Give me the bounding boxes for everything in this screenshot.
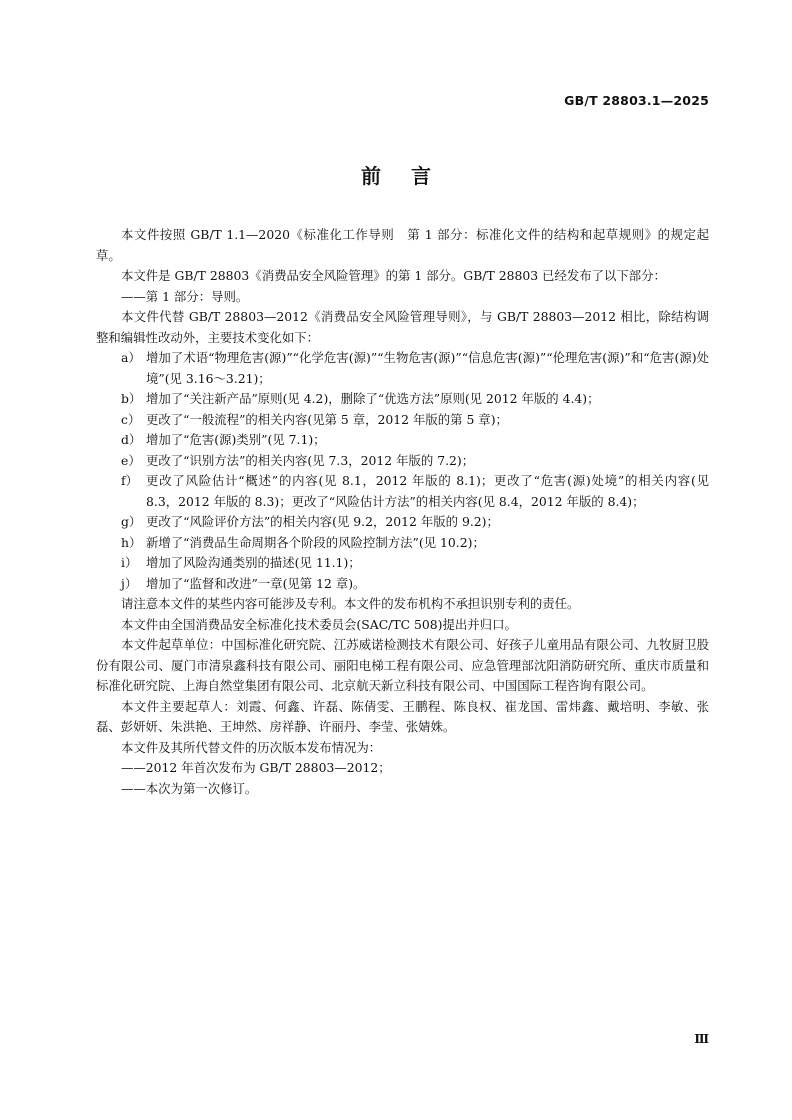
- list-item-label: e）: [121, 452, 141, 468]
- list-item: [96, 348, 709, 389]
- dash-item-part1: ——第 1 部分：导则。: [121, 288, 249, 304]
- list-item-label: i）: [121, 555, 138, 570]
- list-item-text: 增加了“危害(源)类别”(见 7.1)；: [146, 432, 326, 447]
- list-item-label: f）: [121, 473, 138, 488]
- list-item: [96, 533, 709, 554]
- list-item-text: 增加了“监督和改进”一章(见第 12 章)。: [146, 575, 366, 591]
- list-item-text: 更改了“一般流程”的相关内容(见第 5 章，2012 年版的第 5 章)；: [146, 411, 508, 427]
- paragraph-drafting-rules: 本文件按照 GB/T 1.1—2020《标准化工作导则 第 1 部分：标准化文件的结构和起草规则》的规定起草。: [96, 227, 709, 263]
- paragraph-replacement: 本文件代替 GB/T 28803—2012《消费品安全风险管理导则》，与 GB/T 28803—2012 相比，除结构调整和编辑性改动外，主要技术变化如下：: [96, 309, 709, 345]
- page-number: Ⅲ: [694, 1032, 709, 1046]
- list-item-label: g）: [121, 514, 142, 529]
- list-item-text: 增加了“关注新产品”原则(见 4.2)，删除了“优选方法”原则(见 2012 年版的 4.4)；: [146, 391, 600, 406]
- list-item: [96, 574, 709, 595]
- paragraph-drafters: 本文件主要起草人：刘霞、何鑫、许磊、陈倩雯、王鹏程、陈良权、崔龙国、雷炜鑫、戴培明、李敏、张磊、彭妍妍、朱洪艳、王坤然、房祥静、许丽丹、李莹、张婧姝。: [96, 698, 709, 734]
- list-item: [96, 410, 709, 431]
- list-item-label: c）: [121, 411, 141, 427]
- paragraph-patent-notice: 请注意本文件的某些内容可能涉及专利。本文件的发布机构不承担识别专利的责任。: [121, 596, 580, 611]
- document-body: [96, 225, 709, 799]
- list-item-label: h）: [121, 534, 142, 550]
- list-item: [96, 471, 709, 512]
- list-item-text: 新增了“消费品生命周期各个阶段的风险控制方法”(见 10.2)；: [146, 534, 485, 550]
- paragraph-drafting-units: 本文件起草单位：中国标准化研究院、江苏威诺检测技术有限公司、好孩子儿童用品有限公司、九牧厨卫股份有限公司、厦门市清泉鑫科技有限公司、丽阳电梯工程有限公司、应急管理部沈阳消防研究所、重庆市质量和标准化研究院、上海自然堂集团有限公司、北京航天新立科技有限公司、中国国际工程咨询有限公司。: [96, 637, 709, 693]
- list-item-text: 更改了“识别方法”的相关内容(见 7.3，2012 年版的 7.2)；: [146, 452, 475, 468]
- list-item-text: 更改了风险估计“概述”的内容(见 8.1，2012 年版的 8.1)；更改了“危害(源)处境”的相关内容(见 8.3，2012 年版的 8.3)；更改了“风险估计方法”的相关内容(见 8.4，2012 年版的 8.4)；: [146, 473, 709, 509]
- page-title: 前言: [361, 164, 461, 188]
- paragraph-history-intro: 本文件及其所代替文件的历次版本发布情况为：: [121, 739, 382, 755]
- history-item: ——2012 年首次发布为 GB/T 28803—2012；: [121, 760, 391, 775]
- list-item-label: d）: [121, 432, 142, 447]
- list-item: [96, 512, 709, 533]
- list-item-text: 更改了“风险评价方法”的相关内容(见 9.2，2012 年版的 9.2)；: [146, 514, 499, 529]
- list-item-text: 增加了术语“物理危害(源)”“化学危害(源)”“生物危害(源)”“信息危害(源)”“伦理危害(源)”和“危害(源)处境”(见 3.16～3.21)；: [146, 350, 709, 386]
- list-item: [96, 389, 709, 410]
- list-item-label: a）: [121, 350, 141, 365]
- list-item-text: 增加了风险沟通类别的描述(见 11.1)；: [146, 555, 361, 570]
- list-item: [96, 553, 709, 574]
- list-item: [96, 430, 709, 451]
- list-item-label: b）: [121, 391, 142, 406]
- changes-list: [96, 348, 709, 594]
- paragraph-part-info: 本文件是 GB/T 28803《消费品安全风险管理》的第 1 部分。GB/T 28803 已经发布了以下部分：: [121, 268, 666, 283]
- standard-code: GB/T 28803.1—2025: [564, 93, 709, 108]
- list-item: [96, 451, 709, 472]
- paragraph-proposer: 本文件由全国消费品安全标准化技术委员会(SAC/TC 508)提出并归口。: [121, 616, 517, 632]
- history-item: ——本次为第一次修订。: [121, 780, 258, 796]
- list-item-label: j）: [121, 575, 138, 591]
